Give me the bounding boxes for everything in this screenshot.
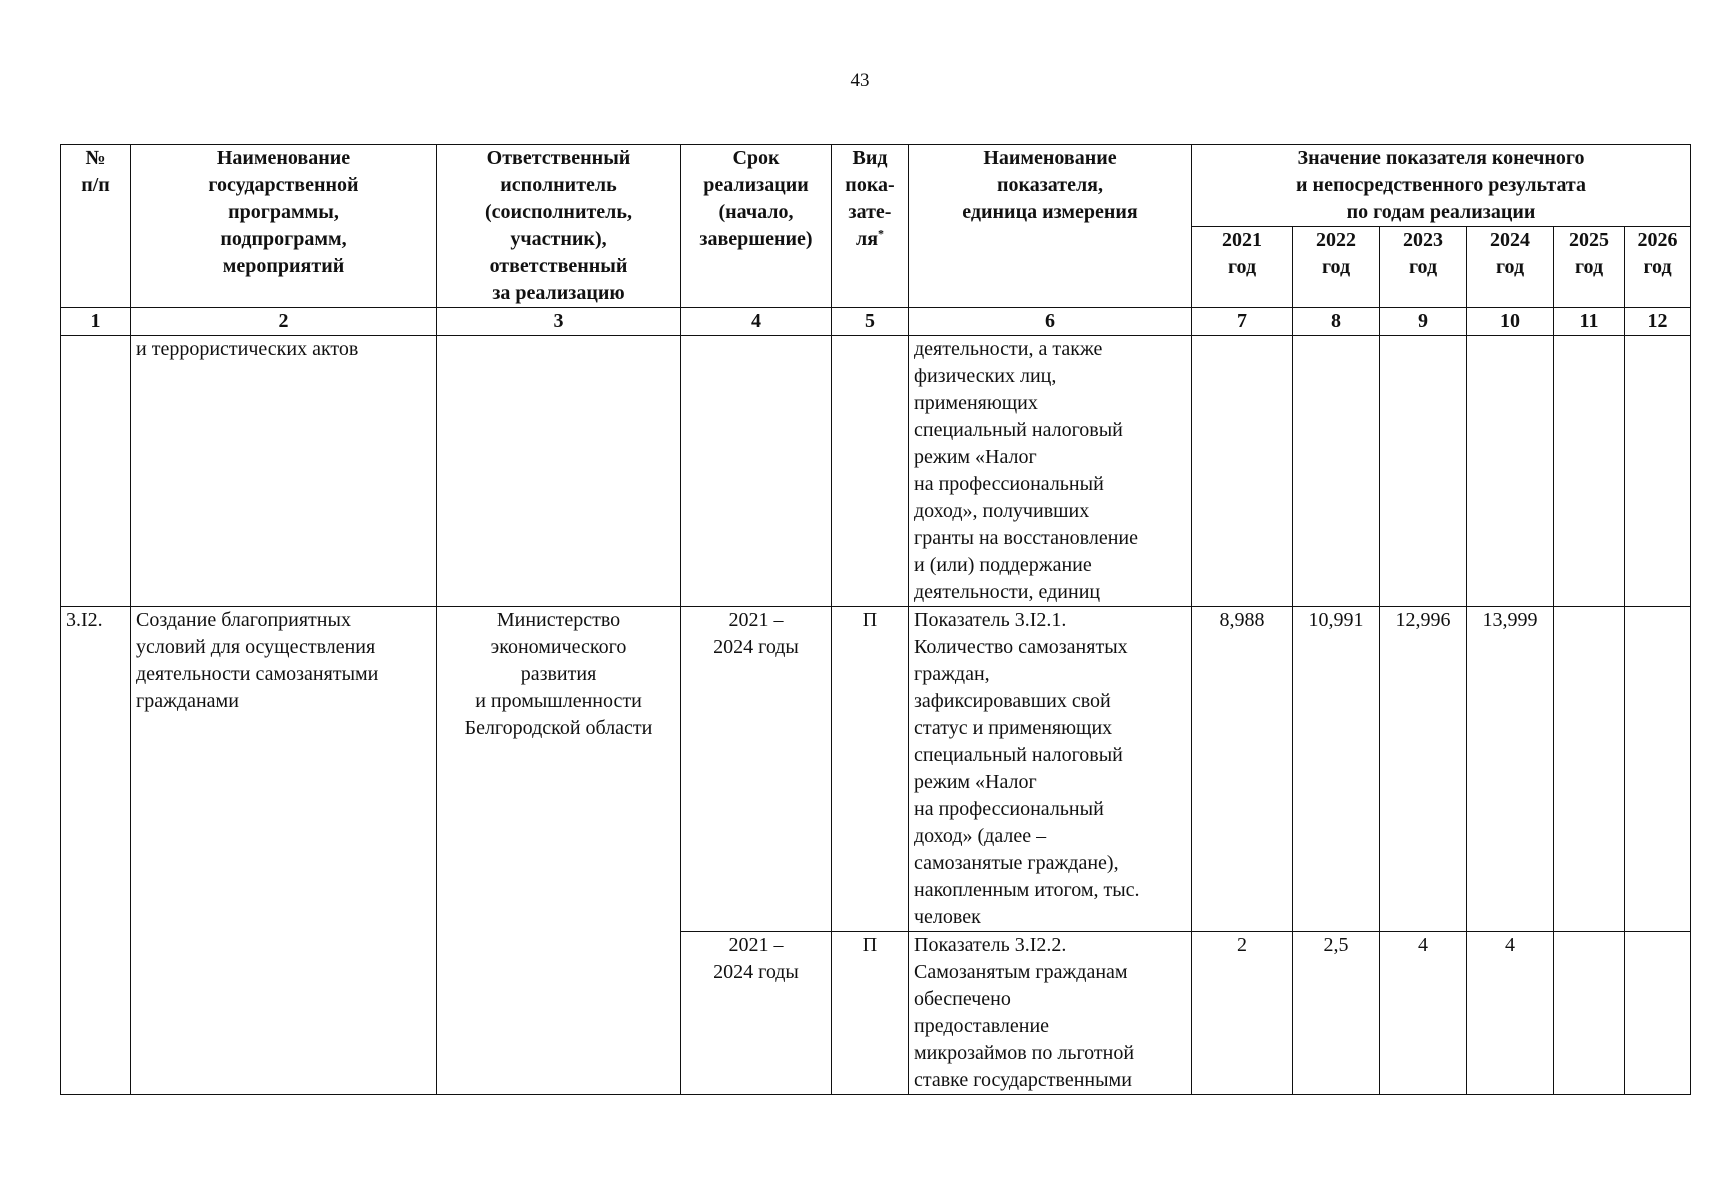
row-value-2025 — [1554, 932, 1625, 1095]
column-number: 9 — [1380, 308, 1467, 336]
column-number: 10 — [1467, 308, 1554, 336]
row-value-2024: 4 — [1467, 932, 1554, 1095]
table-row — [61, 336, 1691, 607]
row-executor: Министерство экономического развития и промышленности Белгородской области — [437, 607, 681, 1095]
row-num — [61, 336, 131, 607]
column-number: 5 — [832, 308, 909, 336]
row-value-2026 — [1625, 607, 1691, 932]
row-indicator-type: П — [832, 607, 909, 932]
row-num: 3.I2. — [61, 607, 131, 1095]
row-value-2021: 8,988 — [1192, 607, 1293, 932]
header-year-2021: 2021 год — [1192, 227, 1293, 308]
row-value-2024: 13,999 — [1467, 607, 1554, 932]
header-year-2025: 2025 год — [1554, 227, 1625, 308]
row-value-2024 — [1467, 336, 1554, 607]
header-year-2026: 2026 год — [1625, 227, 1691, 308]
header-indicator-type-text: Вид пока- зате- ля — [845, 147, 895, 250]
indicators-table — [60, 144, 1691, 1095]
header-year-2022: 2022 год — [1293, 227, 1380, 308]
row-value-2026 — [1625, 932, 1691, 1095]
header-executor: Ответственный исполнитель (соисполнитель, участник), ответственный за реализацию — [437, 145, 681, 308]
row-program: Создание благоприятных условий для осуществления деятельности самозанятыми гражданами — [131, 607, 437, 1095]
header-year-2023: 2023 год — [1380, 227, 1467, 308]
column-number: 2 — [131, 308, 437, 336]
column-number: 6 — [909, 308, 1192, 336]
row-value-2022 — [1293, 336, 1380, 607]
row-indicator-type — [832, 336, 909, 607]
column-number: 4 — [681, 308, 832, 336]
header-year-2024: 2024 год — [1467, 227, 1554, 308]
row-value-2026 — [1625, 336, 1691, 607]
row-indicator-type: П — [832, 932, 909, 1095]
row-value-2021: 2 — [1192, 932, 1293, 1095]
header-num: № п/п — [61, 145, 131, 308]
row-executor — [437, 336, 681, 607]
row-value-2022: 10,991 — [1293, 607, 1380, 932]
header-values-group: Значение показателя конечного и непосредственного результата по годам реализации — [1192, 145, 1691, 227]
table-row — [61, 607, 1691, 932]
row-indicator: деятельности, а также физических лиц, применяющих специальный налоговый режим «Налог на профессиональный доход», получивших гранты на восстановление и (или) поддержание деятельности, единиц — [909, 336, 1192, 607]
column-number: 1 — [61, 308, 131, 336]
column-number: 12 — [1625, 308, 1691, 336]
column-number: 8 — [1293, 308, 1380, 336]
row-term — [681, 336, 832, 607]
header-indicator-name: Наименование показателя, единица измерения — [909, 145, 1192, 308]
column-number: 7 — [1192, 308, 1293, 336]
row-value-2025 — [1554, 336, 1625, 607]
row-value-2025 — [1554, 607, 1625, 932]
column-number-row — [61, 308, 1691, 336]
row-term: 2021 – 2024 годы — [681, 932, 832, 1095]
row-value-2022: 2,5 — [1293, 932, 1380, 1095]
row-value-2023: 12,996 — [1380, 607, 1467, 932]
header-indicator-type-footnote-mark: * — [878, 226, 885, 241]
row-value-2023: 4 — [1380, 932, 1467, 1095]
header-indicator-type — [832, 145, 909, 308]
header-program: Наименование государственной программы, подпрограмм, мероприятий — [131, 145, 437, 308]
row-indicator: Показатель 3.I2.2. Самозанятым гражданам обеспечено предоставление микрозаймов по льготной ставке государственными — [909, 932, 1192, 1095]
column-number: 11 — [1554, 308, 1625, 336]
page-number: 43 — [850, 70, 870, 91]
row-value-2023 — [1380, 336, 1467, 607]
row-indicator: Показатель 3.I2.1. Количество самозанятых граждан, зафиксировавших свой статус и применяющих специальный налоговый режим «Налог на профессиональный доход» (далее – самозанятые граждане), накопленным итогом, тыс. человек — [909, 607, 1192, 932]
row-program: и террористических актов — [131, 336, 437, 607]
header-term: Срок реализации (начало, завершение) — [681, 145, 832, 308]
row-term: 2021 – 2024 годы — [681, 607, 832, 932]
row-value-2021 — [1192, 336, 1293, 607]
column-number: 3 — [437, 308, 681, 336]
